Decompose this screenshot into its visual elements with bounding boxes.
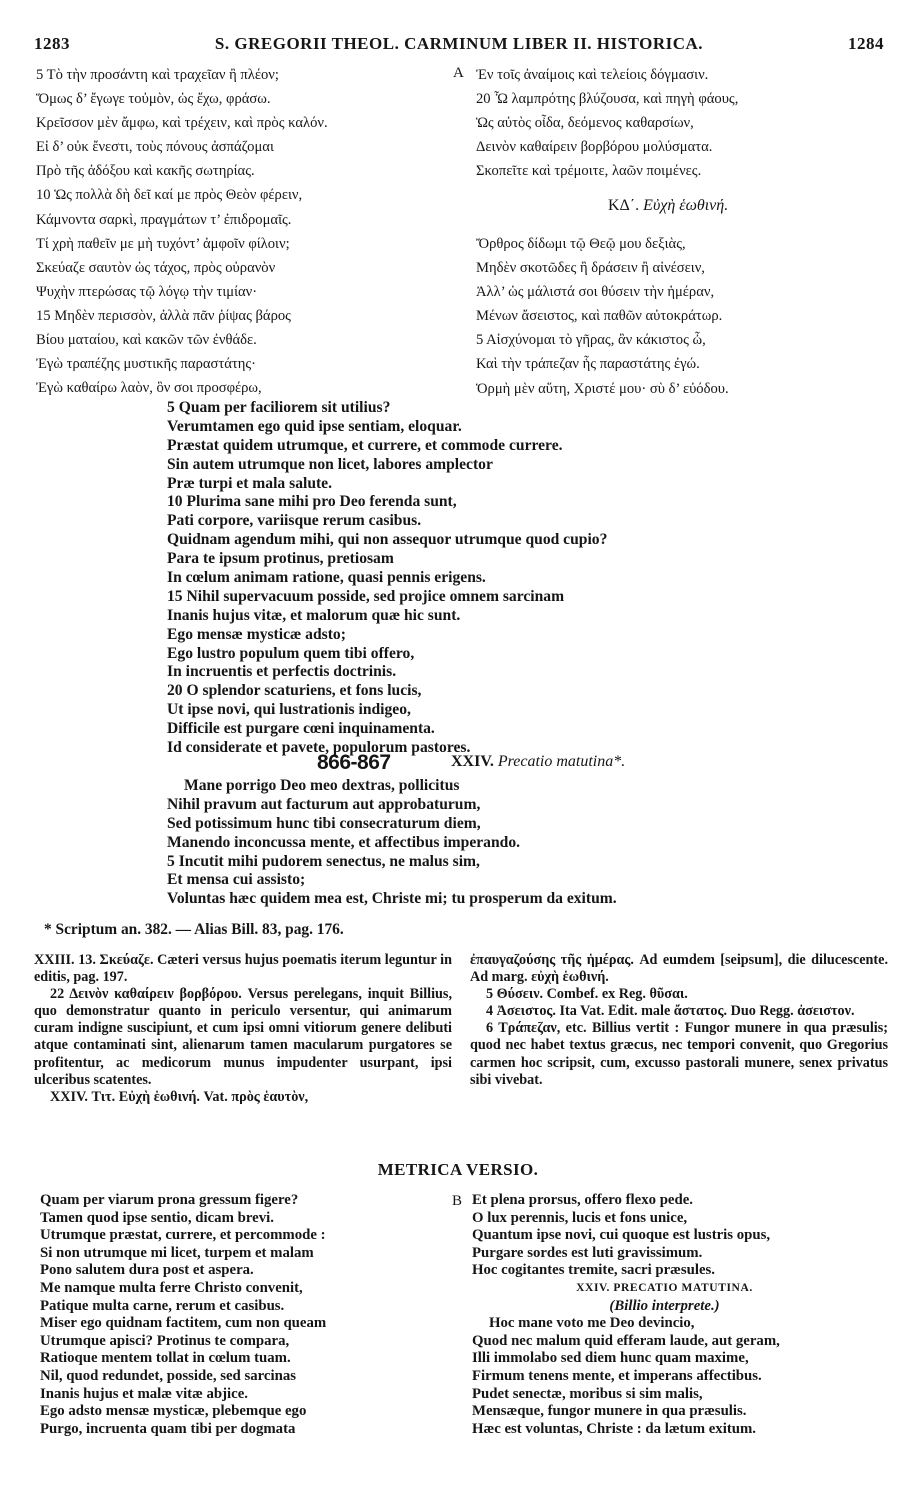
verse-line: Ὄρθρος δίδωμι τῷ Θεῷ μου δεξιὰς, bbox=[476, 236, 686, 252]
verse-line: Μένων ἄσειστος, καὶ παθῶν αὐτοκράτωρ. bbox=[476, 308, 723, 325]
verse-line: Inanis hujus et malæ vitæ abjice. bbox=[40, 1385, 248, 1402]
verse-line: Quod nec malum quid efferam laude, aut geram, bbox=[472, 1332, 780, 1349]
verse-line: O lux perennis, lucis et fons unice, bbox=[472, 1209, 688, 1226]
prose-line: Ut ipse novi, qui lustrationis indigeo, bbox=[167, 701, 411, 719]
verse-line: Ἀλλ’ ὡς μάλιστά σοι θύσειν τὴν ἡμέραν, bbox=[476, 284, 715, 301]
verse-line: Utrumque præstat, currere, et percommode : bbox=[40, 1227, 326, 1244]
critical-notes-right bbox=[470, 952, 888, 1089]
prose-line: Manendo inconcussa mente, et affectibus imperando. bbox=[167, 833, 521, 851]
prose-line: Voluntas hæc quidem mea est, Christe mi; tu prosperum da exitum. bbox=[167, 890, 617, 908]
verse-line: Σκοπεῖτε καὶ τρέμοιτε, λαῶν ποιμένες. bbox=[476, 163, 702, 180]
prose-line: Id considerate et pavete, populorum pastores. bbox=[167, 739, 471, 757]
note-paragraph: ἐπαυγαζούσης τῆς ἡμέρας. Ad eumdem [seipsum], die dilucescente. Ad marg. εὐχὴ ἑωθινή. bbox=[470, 952, 888, 986]
verse-line: Si non utrumque mi licet, turpem et malam bbox=[40, 1244, 314, 1261]
prose-line: 5 Incutit mihi pudorem senectus, ne malus sim, bbox=[167, 852, 480, 870]
metrica-subheading: XXIV. PRECATIO MATUTINA. bbox=[576, 1281, 753, 1294]
verse-line: Ratioque mentem tollat in cœlum tuam. bbox=[40, 1350, 291, 1367]
prose-line: Sin autem utrumque non licet, labores amplector bbox=[167, 455, 493, 473]
note-paragraph: 5 Θύσειν. Combef. ex Reg. θῦσαι. bbox=[486, 986, 688, 1003]
verse-line: Miser ego quidnam factitem, cum non queam bbox=[40, 1315, 327, 1332]
latin-prayer-title bbox=[451, 753, 625, 771]
verse-line: Βίου ματαίου, καὶ κακῶν τῶν ἐνθάδε. bbox=[36, 332, 257, 349]
greek-prayer-title bbox=[608, 197, 728, 215]
running-title: S. GREGORII THEOL. CARMINUM LIBER II. HISTORICA. bbox=[214, 34, 704, 53]
critical-notes-left bbox=[34, 952, 452, 1106]
prose-line: Quidnam agendum mihi, qui non assequor utrumque quod cupio? bbox=[167, 531, 608, 549]
verse-line: Καὶ τὴν τράπεζαν ἧς παραστάτης ἐγώ. bbox=[476, 356, 700, 373]
prose-line: Mane porrigo Deo meo dextras, pollicitus bbox=[184, 777, 460, 794]
verse-line: Hoc cogitantes tremite, sacri præsules. bbox=[472, 1262, 715, 1279]
latin-prayer-prose bbox=[167, 777, 617, 909]
verse-line: Et plena prorsus, offero flexo pede. bbox=[472, 1192, 693, 1208]
verse-line: Pono salutem dura post et aspera. bbox=[40, 1262, 254, 1279]
verse-line: Tamen quod ipse sentio, dicam brevi. bbox=[40, 1209, 274, 1226]
verse-line: Σκεύαζε σαυτὸν ὡς τάχος, πρὸς οὐρανὸν bbox=[36, 259, 276, 276]
prose-line: In cœlum animam ratione, quasi pennis erigens. bbox=[167, 569, 486, 587]
latin-prayer-numeral: XXIV. bbox=[451, 753, 494, 770]
margin-letter-a: A bbox=[453, 65, 464, 81]
verse-line: Firmum tenens mente, et imperans affectibus. bbox=[472, 1367, 762, 1384]
greek-text-left bbox=[36, 63, 328, 400]
verse-line: 5 Αἰσχύνομαι τὸ γῆρας, ἂν κάκιστος ὦ, bbox=[476, 332, 706, 349]
verse-line: Quantum ipse novi, cui quoque est lustris opus, bbox=[472, 1227, 771, 1244]
prose-line: Verumtamen ego quid ipse sentiam, eloquar. bbox=[167, 417, 462, 435]
latin-prayer-name: Precatio matutina*. bbox=[497, 753, 626, 770]
verse-line: Ψυχὴν πτερώσας τῷ λόγῳ τὴν τιμίαν· bbox=[36, 283, 258, 300]
metrica-right-column bbox=[472, 1192, 857, 1438]
verse-line: Nil, quod redundet, posside, sed sarcinas bbox=[40, 1367, 296, 1384]
page-header bbox=[34, 34, 884, 58]
prose-line: Para te ipsum protinus, pretiosam bbox=[167, 550, 394, 568]
verse-line: Τί χρὴ παθεῖν με μὴ τυχόντ’ ἀμφοῖν φίλοιν; bbox=[36, 235, 290, 252]
verse-line: Ὅμως δ’ ἔγωγε τοὐμὸν, ὡς ἔχω, φράσω. bbox=[36, 91, 271, 108]
verse-line: Quam per viarum prona gressum figere? bbox=[40, 1192, 299, 1208]
column-number-left: 1283 bbox=[34, 34, 70, 53]
verse-line: Hæc est voluntas, Christe : da lætum exitum. bbox=[472, 1420, 757, 1437]
verse-line: Ego adsto mensæ mysticæ, plebemque ego bbox=[40, 1403, 307, 1420]
verse-line: Ἐγὼ καθαίρω λαὸν, ὃν σοι προσφέρω, bbox=[36, 380, 262, 397]
prose-line: Ego mensæ mysticæ adsto; bbox=[167, 625, 346, 643]
verse-line: 15 Μηδὲν περισσὸν, ἀλλὰ πᾶν ῥίψας βάρος bbox=[36, 307, 291, 324]
verse-line: Κρεῖσσον μὲν ἄμφω, καὶ τρέχειν, καὶ πρὸς καλόν. bbox=[36, 115, 328, 132]
prose-line: Ego lustro populum quem tibi offero, bbox=[167, 644, 415, 662]
prose-line: In incruentis et perfectis doctrinis. bbox=[167, 663, 397, 681]
note-paragraph: 22 Δεινὸν καθαίρειν βορβόρου. Versus perelegans, inquit Billius, quo demonstratur quanto in periculo versentur, qui animarum curam indigne suscipiunt, et cum ipsi omni vitiorum genere delibuti atque contaminati sint, alienarum tamen macularum purgatores se profitentur, ac medicorum munus impudenter usurpant, ipsi ulceribus scatentes. bbox=[34, 986, 452, 1088]
prose-line: 20 O splendor scaturiens, et fons lucis, bbox=[167, 682, 422, 700]
column-numbers-marker: 866-867 bbox=[317, 751, 391, 774]
verse-line: Ὡς αὐτὸς οἶδα, δεόμενος καθαρσίων, bbox=[476, 115, 694, 132]
note-paragraph: XXIV. Τιτ. Εὐχὴ ἑωθινή. Vat. πρὸς ἑαυτὸν, bbox=[50, 1088, 309, 1105]
greek-text-right bbox=[476, 63, 738, 183]
note-paragraph: 4 Ἀσειστος. Ita Vat. Edit. male ἄστατος. Duo Regg. ἀσειστον. bbox=[486, 1003, 855, 1020]
verse-line: Κάμνοντα σαρκὶ, πραγμάτων τ’ ἐπιδρομαῖς. bbox=[36, 211, 292, 228]
verse-line: Me namque multa ferre Christo convenit, bbox=[40, 1279, 303, 1296]
verse-line: Hoc mane voto me Deo devincio, bbox=[489, 1315, 695, 1332]
metrica-left-column bbox=[40, 1192, 326, 1438]
verse-line: 20 Ὦ λαμπρότης βλύζουσα, καὶ πηγὴ φάους, bbox=[476, 91, 739, 108]
prose-line: Præstat quidem utrumque, et currere, et commode currere. bbox=[167, 436, 563, 454]
verse-line: Purgare sordes est luti gravissimum. bbox=[472, 1244, 703, 1261]
verse-line: Δεινὸν καθαίρειν βορβόρου μολύσματα. bbox=[476, 139, 713, 156]
note-paragraph: XXIII. 13. Σκεύαζε. Cæteri versus hujus poematis iterum leguntur in editis, pag. 197. bbox=[34, 952, 452, 986]
prose-line: 5 Quam per faciliorem sit utilius? bbox=[167, 399, 391, 416]
verse-line: 10 Ὡς πολλὰ δὴ δεῖ καί με πρὸς Θεὸν φέρειν, bbox=[36, 187, 303, 204]
prose-line: Nihil pravum aut facturum aut approbaturum, bbox=[167, 795, 481, 813]
margin-letter-b: B bbox=[452, 1193, 463, 1209]
column-number-right: 1284 bbox=[848, 34, 884, 53]
prose-line: 10 Plurima sane mihi pro Deo ferenda sunt, bbox=[167, 493, 457, 511]
verse-line: Ἐγὼ τραπέζης μυστικῆς παραστάτης· bbox=[36, 356, 257, 373]
prose-line: 15 Nihil supervacuum posside, sed projice omnem sarcinam bbox=[167, 587, 565, 605]
verse-line: Utrumque apisci? Protinus te compara, bbox=[40, 1332, 290, 1349]
prose-line: Sed potissimum hunc tibi consecraturum diem, bbox=[167, 814, 481, 832]
footnote: * Scriptum an. 382. — Alias Bill. 83, pag. 176. bbox=[44, 921, 344, 938]
verse-line: Πρὸ τῆς ἀδόξου καὶ κακῆς σωτηρίας. bbox=[36, 163, 255, 180]
prose-line: Et mensa cui assisto; bbox=[167, 871, 306, 889]
greek-prayer bbox=[476, 232, 729, 401]
verse-line: Εἰ δ’ οὐκ ἔνεστι, τοὺς πόνους ἀσπάζομαι bbox=[36, 139, 274, 156]
verse-line: Μηδὲν σκοτῶδες ἢ δράσειν ἢ αἰνέσειν, bbox=[476, 260, 705, 277]
verse-line: Pudet senectæ, moribus si sim malis, bbox=[472, 1385, 703, 1402]
greek-prayer-name: Εὐχὴ ἑωθινή. bbox=[643, 197, 729, 214]
verse-line: Mensæque, fungor munere in qua præsulis. bbox=[472, 1403, 747, 1420]
verse-line: Ὁρμὴ μὲν αὕτη, Χριστέ μου· σὺ δ’ εὐόδου. bbox=[476, 380, 729, 397]
prose-line: Difficile est purgare cœni inquinamenta. bbox=[167, 720, 435, 738]
verse-line: Illi immolabo sed diem hunc quam maxime, bbox=[472, 1350, 749, 1367]
prose-line: Inanis hujus vitæ, et malorum quæ hic sunt. bbox=[167, 606, 461, 624]
prose-line: Pati corpore, variisque rerum casibus. bbox=[167, 512, 422, 530]
metrica-versio-heading: METRICA VERSIO. bbox=[377, 1160, 539, 1179]
verse-line: 5 Τὸ τὴν προσάντη καὶ τραχεῖαν ἢ πλέον; bbox=[36, 67, 279, 83]
greek-prayer-numeral: ΚΔ΄. bbox=[608, 197, 640, 214]
latin-prose-translation bbox=[167, 399, 607, 758]
verse-line: Patique multa carne, rerum et casibus. bbox=[40, 1297, 285, 1314]
note-paragraph: 6 Τράπεζαν, etc. Billius vertit : Fungor munere in qua præsulis; quod nec habet textus græcus, nec tempori convenit, quo Gregorius carmen hoc scripsit, cum, excusso pastorali munere, senex privatus sibi vivebat. bbox=[470, 1020, 888, 1088]
prose-line: Præ turpi et mala salute. bbox=[167, 474, 333, 492]
verse-line: Purgo, incruenta quam tibi per dogmata bbox=[40, 1420, 296, 1437]
verse-line: Ἐν τοῖς ἀναίμοις καὶ τελείοις δόγμασιν. bbox=[476, 67, 709, 83]
metrica-interpreter: (Billio interprete.) bbox=[609, 1297, 720, 1314]
